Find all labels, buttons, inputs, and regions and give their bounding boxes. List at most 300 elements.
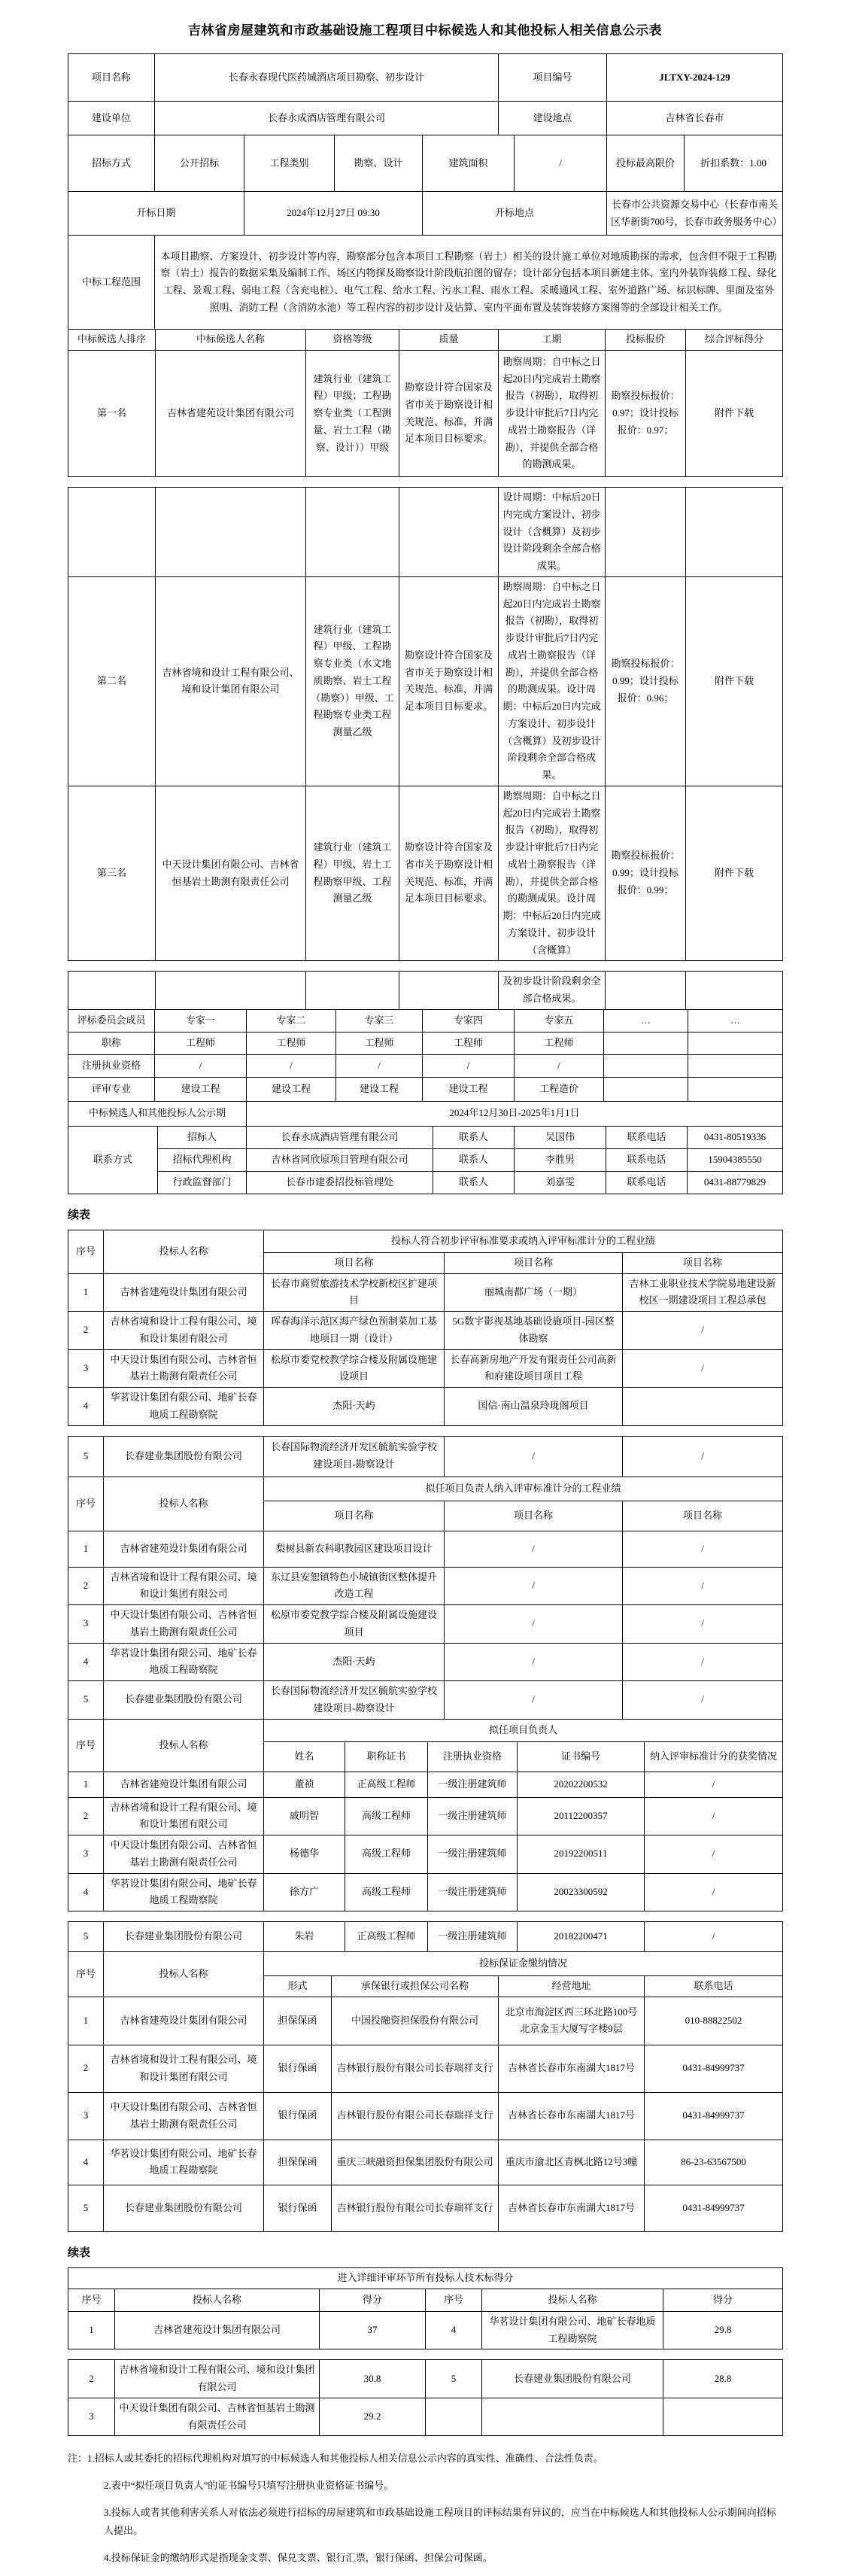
candidate-name: 中天设计集团有限公司、吉林省恒基岩土勘测有限责任公司 — [156, 786, 306, 961]
project-cell: / — [445, 1436, 623, 1477]
seq-header: 序号 — [68, 1477, 104, 1531]
project-cell: 长春市商贸旅游技术学校新校区扩建项目 — [264, 1273, 445, 1312]
project-type-value: 勘察、设计 — [335, 135, 423, 192]
project-cell: / — [445, 1605, 623, 1644]
project-cell: 松原市委党教学综合楼及附属设施建设项目 — [264, 1605, 445, 1644]
bid-method-label: 招标方式 — [68, 135, 155, 192]
attachment-download-link[interactable]: 附件下载 — [686, 786, 783, 961]
footnote-1: 注：1.招标人或其委托的招标代理机构对填写的中标候选人和其他投标人相关信息公示内容的真实性、准确性、合法性负责。 — [68, 2453, 603, 2465]
open-bid-table — [68, 191, 783, 236]
quality-commitment: 勘察设计符合国家及省市关于勘察设计相关规范、标准，并满足本项目目标要求。 — [399, 351, 499, 477]
seq-cell: 4 — [68, 1388, 104, 1426]
project-name-header: 项目名称 — [264, 1501, 445, 1531]
leader-award-cell: / — [645, 1835, 783, 1874]
contact-role: 招标人 — [158, 1126, 247, 1148]
leader-cert-no-cell: 20023300592 — [518, 1873, 645, 1911]
performance-row — [68, 1388, 783, 1426]
committee-members-row — [68, 1009, 783, 1032]
performance-row — [68, 1605, 783, 1644]
expert-registration: / — [155, 1054, 247, 1077]
score-cell: 29.2 — [320, 2398, 426, 2436]
bidder-name-cell: 华茗设计集团有限公司、地矿长春地质工程勘察院 — [482, 2311, 663, 2349]
deposit-phone-cell: 010-88822502 — [645, 1997, 783, 2045]
performance-row — [68, 1681, 783, 1720]
expert-title: 工程师 — [423, 1032, 515, 1054]
candidate-row-3-continued — [68, 972, 783, 1010]
leader-cert-no-cell: 20112200357 — [518, 1797, 645, 1835]
seq-cell: 4 — [68, 1643, 104, 1681]
project-cell: / — [445, 1567, 623, 1605]
expert-major: 建设工程 — [336, 1077, 423, 1101]
col-header-score: 综合评标得分 — [686, 330, 783, 351]
seq-cell: 5 — [68, 1681, 104, 1720]
seq-cell: 3 — [68, 2092, 104, 2140]
score-cell — [663, 2398, 783, 2436]
performance-row — [68, 1436, 783, 1477]
seq-cell: 5 — [426, 2360, 482, 2398]
seq-cell: 5 — [68, 2185, 104, 2231]
committee-major-row — [68, 1077, 783, 1101]
leader-cert-no-cell: 20202200532 — [518, 1772, 645, 1797]
project-name-header: 项目名称 — [445, 1252, 623, 1273]
publicity-period-table — [68, 1101, 783, 1127]
seq-cell — [426, 2398, 482, 2436]
project-no-value: JLTXY-2024-129 — [607, 54, 783, 102]
score-cell: 29.8 — [663, 2311, 783, 2349]
leader-registration-cell: 一级注册建筑师 — [428, 1772, 518, 1797]
project-cell: / — [623, 1605, 783, 1644]
empty-cell — [688, 1054, 783, 1077]
project-cell: 长春国际物流经济开发区毓航实验学校建设项目-勘察设计 — [264, 1681, 445, 1720]
owner-label: 建设单位 — [68, 102, 155, 135]
committee-table — [68, 1009, 783, 1102]
candidate-row-2 — [68, 576, 783, 786]
project-cell: / — [445, 1531, 623, 1567]
candidate-name: 吉林省境和设计工程有限公司、境和设计集团有限公司 — [156, 576, 306, 786]
candidate-row-1-continued — [68, 488, 783, 577]
score-title: 进入详细评审环节所有投标人技术标得分 — [68, 2267, 783, 2289]
bidder-name-header: 投标人名称 — [104, 1477, 264, 1531]
leader-award-cell: / — [645, 1873, 783, 1911]
contact-person: 吴国伟 — [515, 1126, 606, 1148]
project-cell: 松原市委党校教学综合楼及附属设施建设项目 — [264, 1349, 445, 1388]
scope-value: 本项目勘察、方案设计、初步设计等内容，勘察部分包含本项目工程勘察（岩土）相关的设计施工单位对地质勘探的需求，包含但不限于工程勘察（岩土）报告的数据采集及编制工作、场区内物探及勘察设计阶段航拍图的留存；设计部分包括本项目新建主体、室内外装饰装修工程、绿化工程、景观工程、弱电工程（含充电桩）、电气工程、给水工程、污水工程、雨水工程、采暖通风工程、室外道路广场、标识标牌、里面及室外照明、消防工程（含消防水池）等工程内容的初步设计及估算、室内平面布置及装饰装修方案图等的全部设计相关工作。 — [155, 236, 783, 330]
seq-cell: 2 — [68, 1797, 104, 1835]
contact-row-supervisor — [68, 1171, 783, 1194]
score-header-row — [68, 2289, 783, 2311]
deposit-form-header: 形式 — [264, 1976, 332, 1997]
bidder-name-cell: 吉林省建苑设计集团有限公司 — [104, 1772, 264, 1797]
attachment-download-link[interactable]: 附件下载 — [686, 351, 783, 477]
contact-role: 行政监督部门 — [158, 1171, 247, 1194]
committee-registration-row — [68, 1054, 783, 1077]
candidate-row-1 — [68, 351, 783, 477]
deposit-address-cell: 吉林省长春市东南湖大1817号 — [499, 2092, 645, 2140]
deposit-address-cell: 吉林省长春市东南湖大1817号 — [499, 2185, 645, 2231]
seq-header: 序号 — [68, 1719, 104, 1772]
leader-name-header: 姓名 — [264, 1741, 345, 1772]
bidder-name-cell: 长春建业集团股份有限公司 — [104, 1436, 264, 1477]
project-cell: 杰阳·天屿 — [264, 1643, 445, 1681]
deposit-form-cell: 银行保函 — [264, 2092, 332, 2140]
score-row — [68, 2360, 783, 2398]
expert-major: 建设工程 — [155, 1077, 247, 1101]
seq-cell: 4 — [68, 2140, 104, 2185]
seq-cell: 5 — [68, 1922, 104, 1952]
col-header-quality: 质量 — [399, 330, 499, 351]
leader-name-cell: 戚明智 — [264, 1797, 345, 1835]
expert-major: 建设工程 — [247, 1077, 336, 1101]
col-header-price: 投标报价 — [606, 330, 686, 351]
deposit-bank-cell: 吉林银行股份有限公司长春瑞祥支行 — [332, 2092, 499, 2140]
contact-phone: 0431-80519336 — [688, 1126, 783, 1148]
bidder-name-cell: 吉林省建苑设计集团有限公司 — [104, 1531, 264, 1567]
performance-header-row — [68, 1230, 783, 1252]
table-row — [68, 102, 783, 135]
project-cell: 东辽县安恕镇特色小城镇街区整体提升改造工程 — [264, 1567, 445, 1605]
empty-cell — [606, 488, 686, 577]
project-leader-table-seg2 — [68, 1921, 783, 1952]
leader-row — [68, 1772, 783, 1797]
leader-title-cell: 高级工程师 — [345, 1873, 428, 1911]
expert-name: 专家一 — [155, 1009, 247, 1032]
col-header-duration: 工期 — [499, 330, 606, 351]
expert-registration: / — [336, 1054, 423, 1077]
performance-row — [68, 1531, 783, 1567]
scope-table — [68, 235, 783, 330]
deposit-row — [68, 2140, 783, 2185]
project-cell: 梨树县新农科职教园区建设项目设计 — [264, 1531, 445, 1567]
leader-award-cell: / — [645, 1772, 783, 1797]
candidates-table-seg1 — [68, 329, 783, 477]
deposit-phone-cell: 0431-84999737 — [645, 2185, 783, 2231]
location-label: 建设地点 — [499, 102, 607, 135]
leader-title-cell: 正高级工程师 — [345, 1772, 428, 1797]
contact-person: 李胜男 — [515, 1148, 606, 1171]
deposit-form-cell: 银行保函 — [264, 2185, 332, 2231]
footnote-3: 3.投标人或者其他利害关系人对依法必须进行招标的房屋建筑和市政基础设施工程项目的评标结果有异议的，应当在中标候选人和其他投标人公示期间向招标人提出。 — [104, 2506, 776, 2537]
deposit-row — [68, 2092, 783, 2140]
seq-cell: 3 — [68, 2398, 115, 2436]
bidder-name-cell: 中天设计集团有限公司、吉林省恒基岩土勘测有限责任公司 — [104, 1605, 264, 1644]
contact-phone: 15904385550 — [688, 1148, 783, 1171]
bidder-name-header: 投标人名称 — [482, 2289, 663, 2311]
project-cell: 珲春海洋示范区海产绿色预制菜加工基地项目一期（设计） — [264, 1312, 445, 1350]
leader-award-header: 纳入评审标准计分的获奖情况 — [645, 1741, 783, 1772]
ellipsis-cell: … — [688, 1009, 783, 1032]
seq-cell: 2 — [68, 2045, 104, 2092]
candidate-rank: 第三名 — [68, 786, 156, 961]
contact-phone: 0431-88779829 — [688, 1171, 783, 1194]
committee-label: 评标委员会成员 — [68, 1009, 155, 1032]
contact-person-label: 联系人 — [433, 1126, 515, 1148]
seq-cell: 1 — [68, 1772, 104, 1797]
leader-cert-title-header: 职称证书 — [345, 1741, 428, 1772]
seq-cell: 2 — [68, 1312, 104, 1350]
deposit-phone-cell: 86-23-63567500 — [645, 2140, 783, 2185]
performance-title: 拟任项目负责人纳入评审标准计分的工程业绩 — [264, 1477, 783, 1501]
bidder-name-cell: 中天设计集团有限公司、吉林省恒基岩土勘测有限责任公司 — [104, 2092, 264, 2140]
contact-row-tenderer — [68, 1126, 783, 1148]
bid-method-table — [68, 135, 783, 192]
performance-title: 投标人符合初步评审标准要求或纳入评审标准计分的工程业绩 — [264, 1230, 783, 1252]
duration-commitment: 及初步设计阶段剩余全部合格成果。 — [499, 972, 606, 1010]
project-cell: 国信·南山温泉玲珑阁项目 — [445, 1388, 623, 1426]
project-name-header: 项目名称 — [445, 1501, 623, 1531]
continued-table-heading: 续表 — [68, 2246, 91, 2259]
empty-cell — [156, 488, 306, 577]
deposit-address-cell: 吉林省长春市东南湖大1817号 — [499, 2045, 645, 2092]
expert-name: 专家三 — [336, 1009, 423, 1032]
bidder-name-cell: 吉林省境和设计工程有限公司、境和设计集团有限公司 — [104, 1312, 264, 1350]
empty-cell — [688, 1032, 783, 1054]
leader-registration-cell: 一级注册建筑师 — [428, 1873, 518, 1911]
bidder-name-cell: 华茗设计集团有限公司、地矿长春地质工程勘察院 — [104, 1388, 264, 1426]
table-row — [68, 192, 783, 236]
project-name-label: 项目名称 — [68, 54, 155, 102]
duration-commitment: 设计周期：中标后20日内完成方案设计、初步设计（含概算）及初步设计阶段剩余全部合格成果。 — [499, 488, 606, 577]
deposit-bank-header: 承保银行或担保公司名称 — [332, 1976, 499, 1997]
leader-name-cell: 朱岩 — [264, 1922, 345, 1952]
contact-row-agency — [68, 1148, 783, 1171]
col-header-name: 中标候选人名称 — [156, 330, 306, 351]
tech-score-table — [68, 2267, 783, 2350]
bidder-name-cell: 吉林省建苑设计集团有限公司 — [104, 1997, 264, 2045]
deposit-bank-cell: 重庆三峡融资担保集团股份有限公司 — [332, 2140, 499, 2185]
project-cell: / — [623, 1531, 783, 1567]
performance-header-row — [68, 1477, 783, 1501]
leader-row — [68, 1835, 783, 1874]
project-cell: / — [445, 1643, 623, 1681]
project-cell: 长春国际物流经济开发区毓航实验学校建设项目-勘察设计 — [264, 1436, 445, 1477]
expert-title: 工程师 — [155, 1032, 247, 1054]
leader-registration-cell: 一级注册建筑师 — [428, 1835, 518, 1874]
project-cell: / — [623, 1349, 783, 1388]
contact-company: 吉林省同欣原项目管理有限公司 — [247, 1148, 433, 1171]
ellipsis-cell: … — [604, 1009, 688, 1032]
registration-label: 注册执业资格 — [68, 1054, 155, 1077]
empty-cell — [604, 1032, 688, 1054]
open-place-label: 开标地点 — [423, 192, 607, 236]
bidder-name-cell: 长春建业集团股份有限公司 — [482, 2360, 663, 2398]
performance-row — [68, 1643, 783, 1681]
expert-registration: / — [515, 1054, 604, 1077]
bidder-name-cell — [482, 2398, 663, 2436]
seq-cell: 1 — [68, 1997, 104, 2045]
candidate-rank: 第一名 — [68, 351, 156, 477]
table-row — [68, 236, 783, 330]
qualification-grade: 建筑行业（建筑工程）甲级；工程勘察专业类（工程测量、岩土工程（勘察、设计））甲级 — [306, 351, 399, 477]
project-cell: / — [623, 1681, 783, 1720]
leader-row — [68, 1797, 783, 1835]
leader-name-cell: 杨德华 — [264, 1835, 345, 1874]
seq-cell: 1 — [68, 1531, 104, 1567]
owner-value: 长春永成酒店管理有限公司 — [155, 102, 499, 135]
expert-title: 工程师 — [515, 1032, 604, 1054]
committee-title-row — [68, 1032, 783, 1054]
seq-header: 序号 — [426, 2289, 482, 2311]
table-row — [68, 135, 783, 192]
publicity-period-label: 中标候选人和其他投标人公示期 — [68, 1101, 247, 1126]
bidder-name-cell: 吉林省境和设计工程有限公司、境和设计集团有限公司 — [115, 2360, 320, 2398]
empty-cell — [156, 972, 306, 1010]
bidder-name-cell: 中天设计集团有限公司、吉林省恒基岩土勘测有限责任公司 — [104, 1835, 264, 1874]
deposit-phone-cell: 0431-84999737 — [645, 2092, 783, 2140]
project-name-value: 长春永春现代医药城酒店项目勘察、初步设计 — [155, 54, 499, 102]
leader-title: 拟任项目负责人 — [264, 1719, 783, 1741]
bidder-name-header: 投标人名称 — [104, 1719, 264, 1772]
deposit-bank-cell: 吉林银行股份有限公司长春瑞祥支行 — [332, 2045, 499, 2092]
performance-row — [68, 1349, 783, 1388]
score-title-row — [68, 2267, 783, 2289]
score-cell: 30.8 — [320, 2360, 426, 2398]
candidates-table-seg2 — [68, 487, 783, 961]
bid-price: 勘察投标报价：0.97；设计投标报价：0.97； — [606, 351, 686, 477]
continued-table-heading: 续表 — [68, 1209, 91, 1221]
deposit-row — [68, 2185, 783, 2231]
leader-title-cell: 正高级工程师 — [345, 1922, 428, 1952]
empty-cell — [68, 972, 156, 1010]
empty-cell — [68, 488, 156, 577]
project-cell: / — [623, 1643, 783, 1681]
bidder-name-cell: 华茗设计集团有限公司、地矿长春地质工程勘察院 — [104, 1873, 264, 1911]
empty-cell — [686, 972, 783, 1010]
contact-role: 招标代理机构 — [158, 1148, 247, 1171]
leader-cert-no-header: 证书编号 — [518, 1741, 645, 1772]
empty-cell — [604, 1077, 688, 1101]
leader-name-cell: 徐方广 — [264, 1873, 345, 1911]
seq-cell: 3 — [68, 1605, 104, 1644]
candidate-name: 吉林省建苑设计集团有限公司 — [156, 351, 306, 477]
contact-label: 联系方式 — [68, 1126, 158, 1194]
title-label: 职称 — [68, 1032, 155, 1054]
bid-price: 勘察投标报价：0.99；设计投标报价：0.96； — [606, 576, 686, 786]
seq-cell: 4 — [68, 1873, 104, 1911]
project-name-header: 项目名称 — [264, 1252, 445, 1273]
seq-cell: 4 — [426, 2311, 482, 2349]
open-date-value: 2024年12月27日 09:30 — [244, 192, 423, 236]
bidder-name-cell: 吉林省建苑设计集团有限公司 — [115, 2311, 320, 2349]
location-value: 吉林省长春市 — [607, 102, 783, 135]
candidates-header-row — [68, 330, 783, 351]
project-name-header: 项目名称 — [623, 1252, 783, 1273]
seq-cell: 2 — [68, 2360, 115, 2398]
project-name-header: 项目名称 — [623, 1501, 783, 1531]
bidder-name-cell: 华茗设计集团有限公司、地矿长春地质工程勘察院 — [104, 2140, 264, 2185]
score-cell: 37 — [320, 2311, 426, 2349]
expert-registration: / — [247, 1054, 336, 1077]
duration-commitment: 勘察周期：自中标之日起20日内完成岩土勘察报告（初勘），取得初步设计审批后7日内完成岩土勘察报告（详勘），并提供全部合格的勘测成果。设计周期：中标后20日内完成方案设计、初步设计（含概算）及初步设计阶段剩余全部合格成果。 — [499, 576, 606, 786]
deposit-address-header: 经营地址 — [499, 1976, 645, 1997]
tech-score-table-seg2 — [68, 2359, 783, 2436]
bidder-name-header: 投标人名称 — [104, 1952, 264, 1997]
qualification-grade: 建筑行业（建筑工程）甲级、工程勘察专业类（水文地质勘察、岩土工程（勘察））甲级、工程勘察专业类工程测量乙级 — [306, 576, 399, 786]
bidder-name-cell: 中天设计集团有限公司、吉林省恒基岩土勘测有限责任公司 — [104, 1349, 264, 1388]
seq-cell: 1 — [68, 1273, 104, 1312]
table-row — [68, 54, 783, 102]
leader-cert-no-cell: 20192200511 — [518, 1835, 645, 1874]
project-cell: 杰阳·天屿 — [264, 1388, 445, 1426]
contact-phone-label: 联系电话 — [606, 1148, 688, 1171]
empty-cell — [306, 488, 399, 577]
duration-commitment: 勘察周期：自中标之日起20日内完成岩土勘察报告（初勘），取得初步设计审批后7日内完成岩土勘察报告（详勘），并提供全部合格的勘测成果。设计周期：中标后20日内完成方案设计、初步设计（含概算） — [499, 786, 606, 961]
duration-commitment: 勘察周期：自中标之日起20日内完成岩土勘察报告（初勘），取得初步设计审批后7日内完成岩土勘察报告（详勘），并提供全部合格的勘测成果。 — [499, 351, 606, 477]
deposit-title: 投标保证金缴纳情况 — [264, 1952, 783, 1976]
expert-name: 专家四 — [423, 1009, 515, 1032]
project-type-label: 工程类别 — [244, 135, 335, 192]
project-cell: 吉林工业职业技术学院易地建设新校区一期建设项目工程总承包 — [623, 1273, 783, 1312]
bidder-name-cell: 吉林省境和设计工程有限公司、境和设计集团有限公司 — [104, 2045, 264, 2092]
candidate-rank: 第二名 — [68, 576, 156, 786]
deposit-phone-header: 联系电话 — [645, 1976, 783, 1997]
project-cell: / — [623, 1567, 783, 1605]
expert-name: 专家五 — [515, 1009, 604, 1032]
area-value: / — [515, 135, 607, 192]
seq-cell: 2 — [68, 1567, 104, 1605]
deposit-row — [68, 2045, 783, 2092]
leader-award-cell: / — [645, 1922, 783, 1952]
expert-title: 工程师 — [336, 1032, 423, 1054]
leader-header-row — [68, 1719, 783, 1741]
candidate-row-3 — [68, 786, 783, 961]
quality-commitment: 勘察设计符合国家及省市关于勘察设计相关规范、标准，并满足本项目目标要求。 — [399, 786, 499, 961]
bidder-name-cell: 中天设计集团有限公司、吉林省恒基岩土勘测有限责任公司 — [115, 2398, 320, 2436]
publicity-period-value: 2024年12月30日-2025年1月1日 — [247, 1101, 783, 1126]
deposit-bank-cell: 吉林银行股份有限公司长春瑞祥支行 — [332, 2185, 499, 2231]
col-header-rank: 中标候选人排序 — [68, 330, 156, 351]
attachment-download-link[interactable]: 附件下载 — [686, 576, 783, 786]
project-no-label: 项目编号 — [499, 54, 607, 102]
leader-name-cell: 董祯 — [264, 1772, 345, 1797]
footnotes — [68, 2450, 782, 2567]
bidder-name-cell: 吉林省境和设计工程有限公司、境和设计集团有限公司 — [104, 1567, 264, 1605]
contact-company: 长春永成酒店管理有限公司 — [247, 1126, 433, 1148]
contact-company: 长春市建委招投标管理处 — [247, 1171, 433, 1194]
scope-label: 中标工程范围 — [68, 236, 155, 330]
bidder-name-cell: 吉林省境和设计工程有限公司、境和设计集团有限公司 — [104, 1797, 264, 1835]
project-cell: / — [445, 1681, 623, 1720]
leader-cert-no-cell: 20182200471 — [518, 1922, 645, 1952]
bid-method-value: 公开招标 — [155, 135, 244, 192]
seq-cell: 3 — [68, 1835, 104, 1874]
publicity-period-row — [68, 1101, 783, 1126]
empty-cell — [399, 972, 499, 1010]
deposit-phone-cell: 0431-84999737 — [645, 2045, 783, 2092]
contact-person: 刘嘉雯 — [515, 1171, 606, 1194]
bidder-name-cell: 吉林省建苑设计集团有限公司 — [104, 1273, 264, 1312]
bidder-performance-table — [68, 1230, 783, 1426]
project-cell: 5G数字影视基地基础设施项目-园区整体勘察 — [445, 1312, 623, 1350]
project-cell: / — [623, 1436, 783, 1477]
score-header: 得分 — [320, 2289, 426, 2311]
empty-cell — [604, 1054, 688, 1077]
footnote-2: 2.表中“拟任项目负责人”的证书编号只填写注册执业资格证书编号。 — [104, 2479, 394, 2491]
candidates-table-seg3 — [68, 971, 783, 1010]
project-leader-table — [68, 1719, 783, 1912]
score-cell: 28.8 — [663, 2360, 783, 2398]
deposit-form-cell: 担保保函 — [264, 1997, 332, 2045]
deposit-bank-cell: 中国投融资担保股份有限公司 — [332, 1997, 499, 2045]
project-cell — [623, 1388, 783, 1426]
score-row — [68, 2398, 783, 2436]
expert-title: 工程师 — [247, 1032, 336, 1054]
bidder-name-cell: 长春建业集团股份有限公司 — [104, 1922, 264, 1952]
deposit-table — [68, 1951, 783, 2232]
deposit-header-row — [68, 1952, 783, 1976]
expert-major: 工程造价 — [515, 1077, 604, 1101]
bid-price: 勘察投标报价：0.99；设计投标报价：0.99； — [606, 786, 686, 961]
project-info-table — [68, 53, 783, 135]
